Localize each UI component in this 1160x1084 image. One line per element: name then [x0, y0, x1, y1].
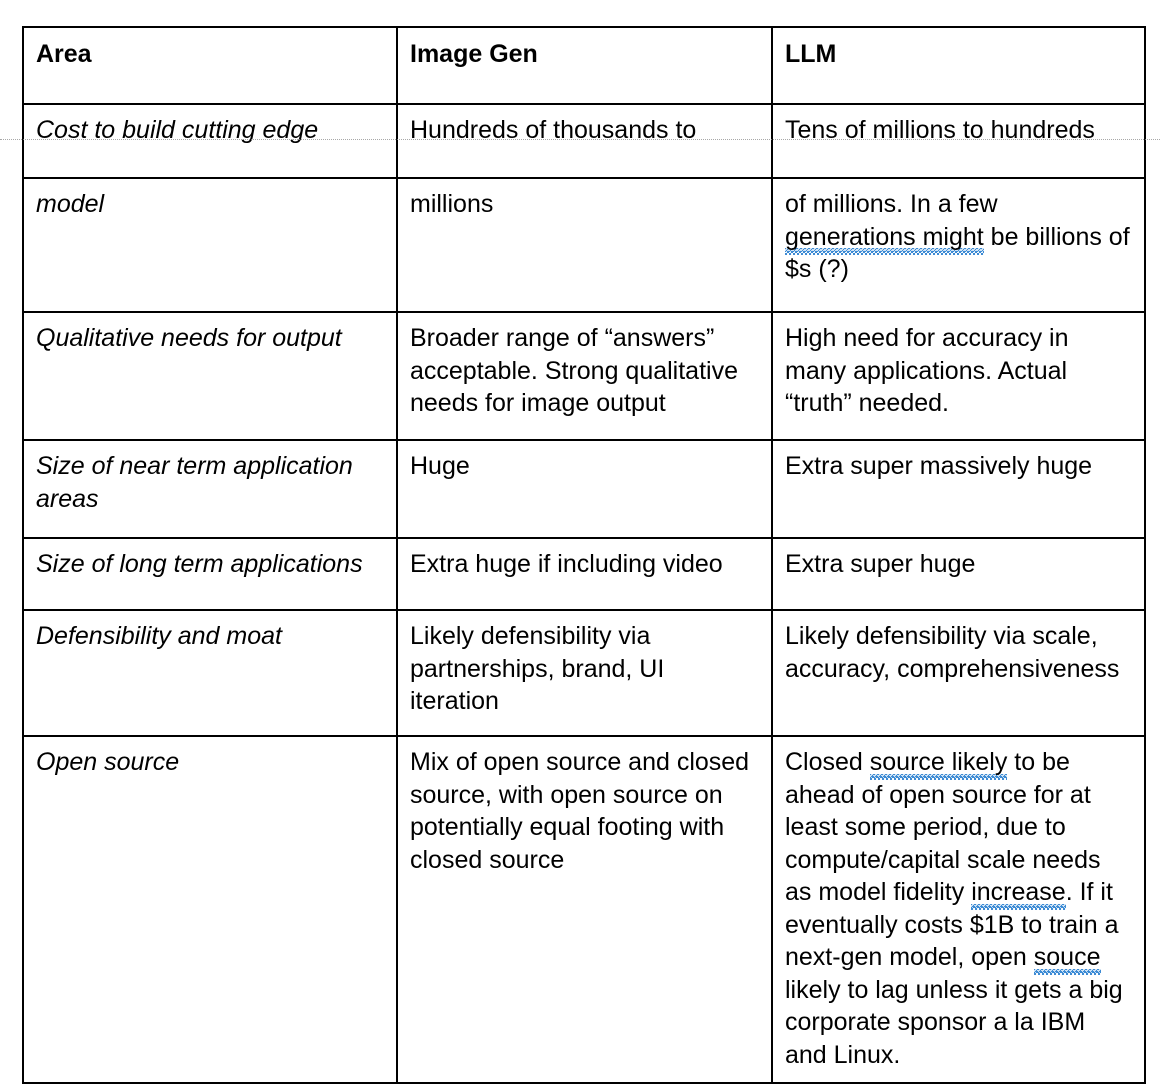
- cell-area: Defensibility and moat: [23, 610, 397, 736]
- cell-llm: Extra super huge: [772, 538, 1145, 610]
- column-header-llm: LLM: [772, 27, 1145, 104]
- table-row: [23, 538, 1145, 610]
- spellcheck-flagged-text: generations might: [785, 223, 984, 256]
- cell-llm: [772, 178, 1145, 312]
- text-segment: . If it eventually costs $1B to train a next-gen model, open: [785, 878, 1119, 971]
- cell-image-gen: Broader range of “answers” acceptable. Strong qualitative needs for image output: [397, 312, 772, 440]
- column-header-image-gen: Image Gen: [397, 27, 772, 104]
- cell-llm: Tens of millions to hundreds: [772, 104, 1145, 178]
- text-segment: be billions of $s (?): [785, 222, 1130, 283]
- table-row: [23, 312, 1145, 440]
- cell-area: Open source: [23, 736, 397, 1083]
- table-row: [23, 104, 1145, 178]
- spellcheck-flagged-text: souce: [1034, 943, 1101, 976]
- table-row: [23, 736, 1145, 1083]
- cell-llm: Likely defensibility via scale, accuracy, comprehensiveness: [772, 610, 1145, 736]
- spellcheck-flagged-text: increase: [971, 878, 1066, 911]
- text-segment: to be ahead of open source for at least some period, due to compute/capital scale needs as model fidelity: [785, 748, 1101, 906]
- cell-area: Size of long term applications: [23, 538, 397, 610]
- cell-llm: [772, 736, 1145, 1083]
- comparison-table: [22, 26, 1146, 1084]
- cell-image-gen: Likely defensibility via partnerships, brand, UI iteration: [397, 610, 772, 736]
- cell-image-gen: millions: [397, 178, 772, 312]
- page-break-rule: [0, 139, 1160, 140]
- cell-area: Cost to build cutting edge: [23, 104, 397, 178]
- text-segment: Closed: [785, 748, 870, 776]
- table-row: [23, 178, 1145, 312]
- spellcheck-flagged-text: source likely: [870, 748, 1008, 781]
- cell-area: Qualitative needs for output: [23, 312, 397, 440]
- text-segment: likely to lag unless it gets a big corporate sponsor a la IBM and Linux.: [785, 975, 1123, 1069]
- table-header-row: [23, 27, 1145, 104]
- cell-image-gen: Hundreds of thousands to: [397, 104, 772, 178]
- cell-image-gen: Extra huge if including video: [397, 538, 772, 610]
- cell-image-gen: Huge: [397, 440, 772, 538]
- cell-area: model: [23, 178, 397, 312]
- cell-llm: High need for accuracy in many applications. Actual “truth” needed.: [772, 312, 1145, 440]
- text-segment: of millions. In a few: [785, 190, 998, 218]
- table-row: [23, 440, 1145, 538]
- table-row: [23, 610, 1145, 736]
- cell-llm: Extra super massively huge: [772, 440, 1145, 538]
- column-header-area: Area: [23, 27, 397, 104]
- cell-area: Size of near term application areas: [23, 440, 397, 538]
- cell-image-gen: Mix of open source and closed source, with open source on potentially equal footing with closed source: [397, 736, 772, 1083]
